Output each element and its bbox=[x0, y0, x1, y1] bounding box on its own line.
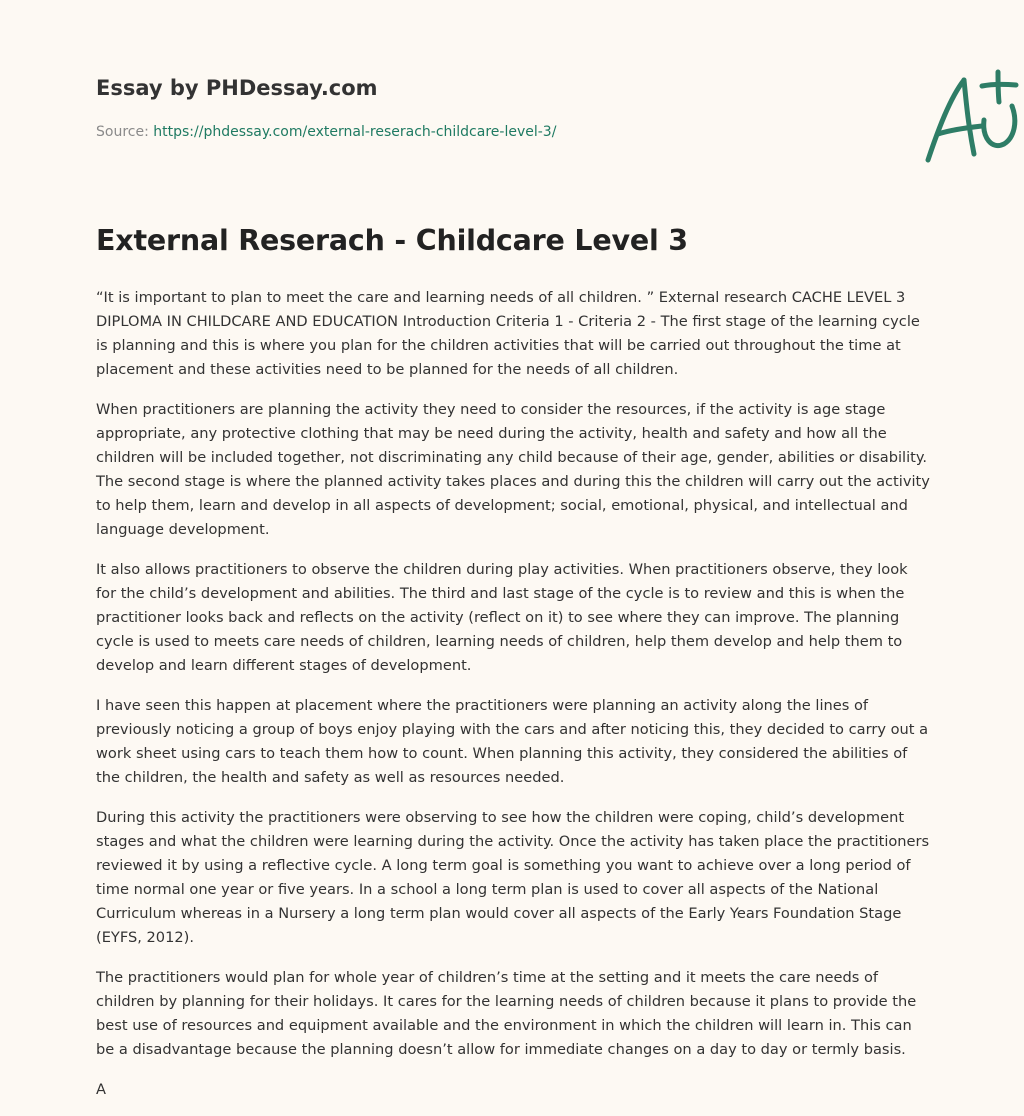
essay-paragraph: When practitioners are planning the activity they need to consider the resources, if the activity is age stage appropriate, any protective clothing that may be need during the activity, health and safety and how all the children will be included together, not discriminating any child because of their age, gender, abilities or disability. The second stage is where the planned activity takes places and during this the children will carry out the activity to help them, learn and develop in all aspects of development; social, emotional, physical, and intellectual and language development. bbox=[96, 401, 930, 538]
source-link[interactable]: https://phdessay.com/external-reserach-childcare-level-3/ bbox=[153, 124, 557, 140]
essay-body bbox=[96, 286, 932, 1102]
essay-paragraph: “It is important to plan to meet the care and learning needs of all children. ” External research CACHE LEVEL 3 DIPLOMA IN CHILDCARE AND EDUCATION Introduction Criteria 1 - Criteria 2 - The first stage of the learning cycle is planning and this is where you plan for the children activities that will be carried out throughout the time at placement and these activities need to be planned for the needs of all children. bbox=[96, 289, 920, 378]
site-brand: Essay by PHDessay.com bbox=[96, 76, 378, 100]
essay-paragraph: During this activity the practitioners were observing to see how the children were coping, child’s development stages and what the children were learning during the activity. Once the activity has taken place the practitioners reviewed it by using a reflective cycle. A long term goal is something you want to achieve over a long period of time normal one year or five years. In a school a long term plan is used to cover all aspects of the National Curriculum whereas in a Nursery a long term plan would cover all aspects of the Early Years Foundation Stage (EYFS, 2012). bbox=[96, 809, 930, 946]
source-label: Source: bbox=[96, 124, 154, 140]
truncated-text: A bbox=[96, 1081, 106, 1098]
essay-title: External Reserach - Childcare Level 3 bbox=[96, 224, 688, 257]
essay-paragraph: I have seen this happen at placement where the practitioners were planning an activity along the lines of previously noticing a group of boys enjoy playing with the cars and after noticing this, they decided to carry out a work sheet using cars to teach them how to count. When planning this activity, they considered the abilities of the children, the health and safety as well as resources needed. bbox=[96, 697, 929, 786]
essay-paragraph: The practitioners would plan for whole year of children’s time at the setting and it meets the care needs of children by planning for their holidays. It cares for the learning needs of children because it plans to provide the best use of resources and equipment available and the environment in which the children will learn in. This can be a disadvantage because the planning doesn’t allow for immediate changes on a day to day or termly basis. bbox=[96, 969, 917, 1058]
a-plus-logo-icon bbox=[916, 68, 1024, 168]
source-line bbox=[96, 124, 556, 140]
essay-paragraph: It also allows practitioners to observe the children during play activities. When practitioners observe, they look for the child’s development and abilities. The third and last stage of the cycle is to review and this is when the practitioner looks back and reflects on the activity (reflect on it) to see where they can improve. The planning cycle is used to meets care needs of children, learning needs of children, help them develop and help them to develop and learn different stages of development. bbox=[96, 561, 908, 674]
